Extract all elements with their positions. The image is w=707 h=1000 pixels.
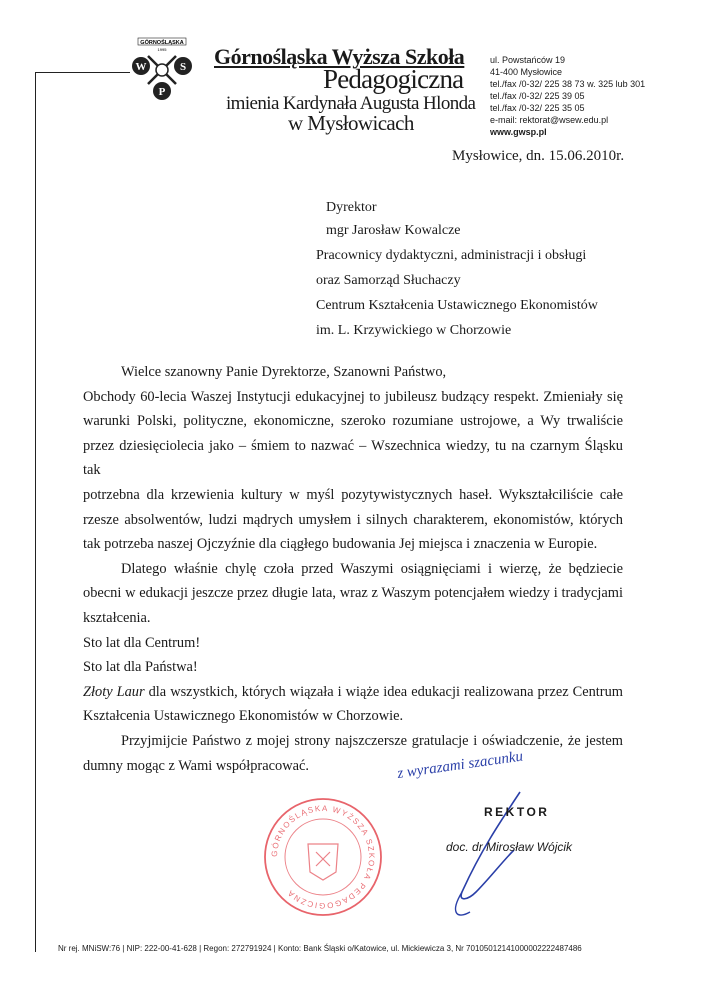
paragraph-line: tak potrzeba naszej Ojczyźnie dla ciągłego budowania Jej miejsca i znaczenia w Europie. (83, 536, 598, 553)
university-name-line4: w Mysłowicach (288, 111, 414, 135)
address-phone-3: tel./fax /0-32/ 225 35 05 (490, 103, 585, 113)
handwritten-signature (380, 742, 640, 932)
laur-line (83, 680, 623, 705)
date-line: Mysłowice, dn. 15.06.2010r. (452, 148, 625, 164)
logo-letter-s: S (179, 61, 187, 73)
closing-line: Przyjmijcie Państwo z mojej strony najszczersze gratulacje i oświadczenie, że jestem (121, 732, 623, 749)
paragraph-line: potrzebna dla krzewienia kultury w myśl pozytywistycznych haseł. Wykształciliście całe (83, 486, 623, 503)
margin-rule (35, 72, 36, 952)
laur-rest: dla wszystkich, których wiązała i wiąże idea edukacji realizowana przez Centrum (144, 683, 623, 700)
paragraph-line: rzesze absolwentów, ludzi mądrych umysłem i silnych charakterem, ekonomistów, których (83, 511, 623, 528)
svg-text:GÓRNOŚLĄSKA WYŻSZA SZKOŁA PEDA (270, 804, 376, 910)
address-website: www.gwsp.pl (490, 127, 547, 137)
official-stamp (258, 792, 388, 922)
recipient-line: im. L. Krzywickiego w Chorzowie (316, 323, 512, 338)
logo-year: 1995 (157, 47, 167, 52)
stamp-text: GÓRNOŚLĄSKA WYŻSZA SZKOŁA PEDAGOGICZNA (269, 803, 377, 911)
recipient-line: Centrum Kształcenia Ustawicznego Ekonomistów (316, 298, 598, 313)
address-phone-1: tel./fax /0-32/ 225 38 73 w. 325 lub 301 (490, 79, 646, 89)
university-logo (128, 36, 208, 108)
closing-line: dumny mogąc z Wami współpracować. (83, 757, 309, 774)
recipient-line: Dyrektor (326, 200, 377, 215)
address-phone-2: tel./fax /0-32/ 225 39 05 (490, 91, 585, 101)
paragraph-line: Kształcenia Ustawicznego Ekonomistów w Chorzowie. (83, 708, 404, 725)
logo-letter-p: P (158, 86, 166, 98)
paragraph-line: warunki Polski, polityczne, ekonomiczne, szeroko rozumiane ustrojowe, a Wy trwaliście (83, 413, 623, 430)
rektor-name: doc. dr Mirosław Wójcik (446, 840, 573, 854)
letter-body (83, 360, 623, 778)
footer-registration: Nr rej. MNiSW:76 | NIP: 222-00-41-628 | Regon: 272791924 | Konto: Bank Śląski o/Katowice, ul. Mickiewicza 3, Nr 70105012141000002222487486 (58, 944, 582, 953)
logo-text: GÓRNOŚLĄSKA (140, 40, 184, 46)
university-name-line3: imienia Kardynała Augusta Hlonda (226, 93, 476, 114)
address-city: 41-400 Mysłowice (490, 67, 563, 77)
recipient-line: oraz Samorząd Słuchaczy (316, 273, 461, 288)
laur-italic: Złoty Laur (83, 683, 145, 700)
paragraph-line: obecni w edukacji jeszcze przez długie lata, wraz z Waszym potencjałem wiedzy i tradycjami (83, 585, 623, 602)
paragraph-line: przez dziesięciolecia jako – śmiem to nazwać – Wszechnica wiedzy, tu na czarnym Śląsku tak (83, 437, 623, 479)
paragraph-line: Obchody 60-lecia Waszej Instytucji edukacyjnej to jubileusz budzący respekt. Zmieniały się (83, 388, 623, 405)
address-email: e-mail: rektorat@wsew.edu.pl (490, 115, 609, 125)
recipient-line: mgr Jarosław Kowalcze (326, 223, 461, 238)
address-street: ul. Powstańców 19 (490, 55, 566, 65)
paragraph-line: Dlatego właśnie chylę czoła przed Waszymi osiągnięciami i wierzę, że będziecie (121, 560, 623, 577)
paragraph-line: kształcenia. (83, 609, 151, 626)
signature-greeting: z wyrazami szacunku (396, 748, 524, 782)
cheer-line: Sto lat dla Państwa! (83, 659, 198, 676)
header-rule (35, 72, 130, 73)
university-name-line1: Górnośląska Wyższa Szkoła (214, 44, 465, 69)
cheer-line: Sto lat dla Centrum! (83, 634, 201, 651)
university-name-line2: Pedagogiczna (323, 64, 464, 94)
rektor-title: REKTOR (484, 805, 550, 819)
recipient-line: Pracownicy dydaktyczni, administracji i obsługi (316, 248, 587, 263)
logo-letter-w: W (135, 61, 147, 73)
greeting: Wielce szanowny Panie Dyrektorze, Szanowni Państwo, (121, 364, 447, 380)
